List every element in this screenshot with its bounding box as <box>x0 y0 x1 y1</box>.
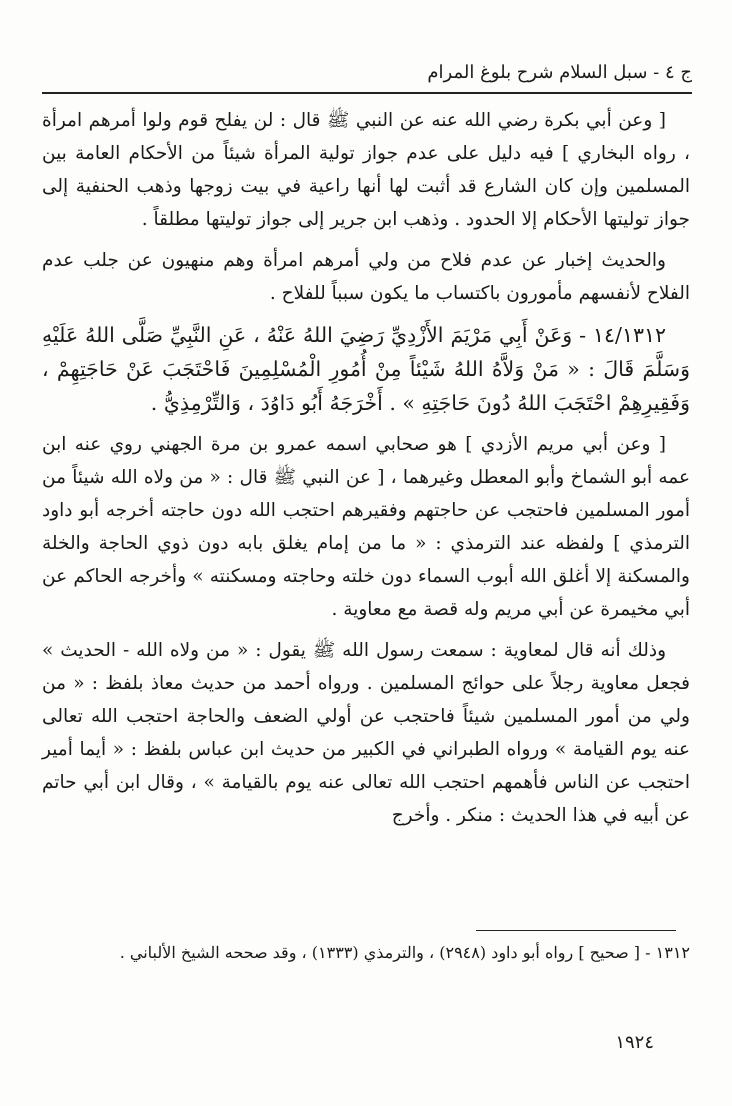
paragraph-commentary-success <box>42 244 690 310</box>
hadith-text <box>42 318 690 420</box>
paragraph-commentary-abu-bakra <box>42 104 690 236</box>
paragraph-text: ١٤/١٣١٢ - وَعَنْ أَبِي مَرْيَمَ الأَزْدِيِّ رَضِيَ اللهُ عَنْهُ ، عَنِ النَّبِيِّ صَلَّى اللهُ عَلَيْهِ وَسَلَّمَ قَالَ : « مَنْ وَلاَّهُ اللهُ شَيْئاً مِنْ أُمُورِ الْمُسْلِمِينَ فَاحْتَجَبَ عَنْ حَاجَتِهِمْ ، وَفَقِيرِهِمْ احْتَجَبَ اللهُ دُونَ حَاجَتِهِ » . أَخْرَجَهُ أَبُو دَاوُدَ ، وَالتِّرْمِذِيُّ . <box>42 323 690 415</box>
paragraph-text: وذلك أنه قال لمعاوية : سمعت رسول الله ﷺ يقول : « من ولاه الله - الحديث » فجعل معاوية رجلاً على حوائج المسلمين . ورواه أحمد من حديث معاذ بلفظ : « من ولي من أمور المسلمين شيئاً فاحتجب عن أولي الضعف والحاجة احتجب الله تعالى عنه يوم القيامة » ورواه الطبراني في الكبير من حديث ابن عباس بلفظ : « أيما أمير احتجب عن الناس فأهمهم احتجب الله تعالى عنه يوم بالقيامة » ، وقال ابن أبي حاتم عن أبيه في هذا الحديث : منكر . وأخرج <box>42 640 690 826</box>
paragraph-text: [ وعن أبي بكرة رضي الله عنه عن النبي ﷺ قال : لن يفلح قوم ولوا أمرهم امرأة ، رواه البخاري ] فيه دليل على عدم جواز تولية المرأة شيئاً من الأحكام العامة بين المسلمين وإن كان الشارع قد أثبت لها أنها راعية في بيت زوجها وذهب الحنفية إلى جواز توليتها الأحكام إلا الحدود . وذهب ابن جرير إلى جواز توليتها مطلقاً . <box>42 110 690 230</box>
page-body <box>42 104 690 832</box>
running-header: ج ٤ - سبل السلام شرح بلوغ المرام <box>42 60 692 94</box>
paragraph-commentary-muawiya <box>42 634 690 832</box>
paragraph-text: [ وعن أبي مريم الأزدي ] هو صحابي اسمه عمرو بن مرة الجهني روي عنه ابن عمه أبو الشماخ وأبو المعطل وغيرهما ، [ عن النبي ﷺ قال : « من ولاه الله شيئاً من أمور المسلمين فاحتجب عن حاجتهم وفقيرهم احتجب الله دون حاجته أخرجه أبو داود الترمذي ] ولفظه عند الترمذي : « ما من إمام يغلق بابه دون ذوي الحاجة والخلة والمسكنة إلا أغلق الله أبوب السماء دون خلته وحاجته ومسكنته » وأخرجه الحاكم عن أبي مخيمرة عن أبي مريم وله قصة مع معاوية . <box>42 434 690 620</box>
page-number: ١٩٢٤ <box>615 1032 654 1053</box>
footnote-separator <box>476 930 676 931</box>
paragraph-commentary-abu-maryam <box>42 428 690 626</box>
footnote: ١٣١٢ - [ صحيح ] رواه أبو داود (٢٩٤٨) ، والترمذي (١٣٣٣) ، وقد صححه الشيخ الألباني . <box>119 943 690 962</box>
paragraph-text: والحديث إخبار عن عدم فلاح من ولي أمرهم امرأة وهم منهيون عن جلب عدم الفلاح لأنفسهم مأمورون باكتساب ما يكون سبباً للفلاح . <box>42 250 690 304</box>
